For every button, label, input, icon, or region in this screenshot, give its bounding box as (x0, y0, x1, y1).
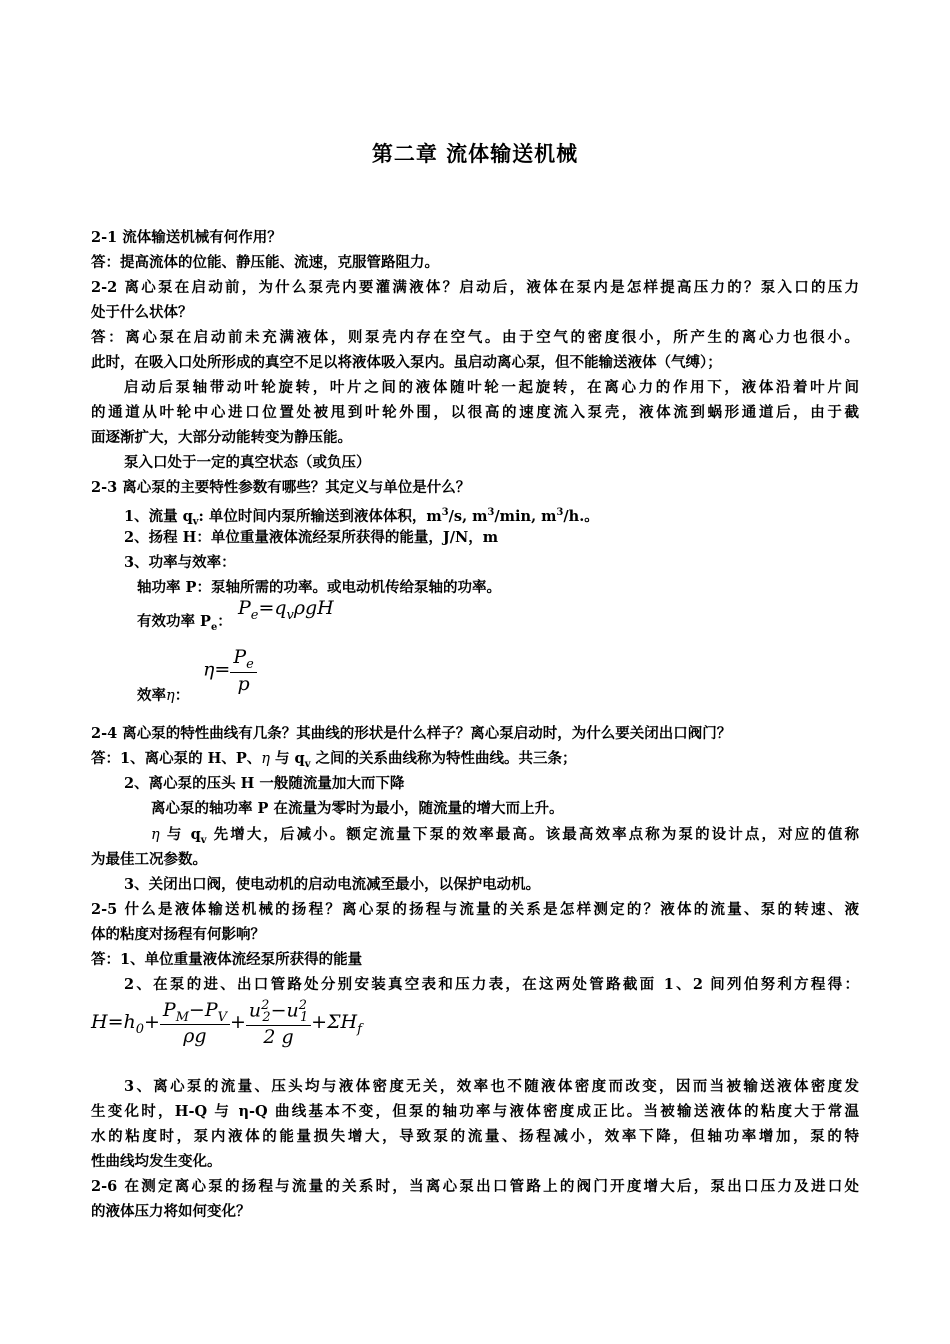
answer-2-2-para2-line3: 面逐渐扩大，大部分动能转变为静压能。 (91, 429, 352, 446)
question-2-5-line2: 体的粘度对扬程有何影响？ (91, 926, 265, 943)
effective-power-formula: $P_e=q_v\rho gH$ (238, 597, 334, 623)
answer-2-5-line2: 2、在泵的进、出口管路处分别安装真空表和压力表，在这两处管路截面 1、2 间列伯努利方程得： (124, 976, 859, 993)
answer-2-2-line2: 此时，在吸入口处所形成的真空不足以将液体吸入泵内。虽启动离心泵，但不能输送液体（气缚）； (91, 354, 722, 371)
answer-2-2-para2-line2: 的通道从叶轮中心进口位置处被甩到叶轮外围，以很高的速度流入泵壳，液体流到蜗形通道后，由于截 (91, 404, 859, 421)
chapter-title: 第二章 流体输送机械 (371, 141, 579, 166)
answer-2-2-para3: 泵入口处于一定的真空状态（或负压） (124, 454, 371, 471)
bernoulli-formula: $H=h_0+$ $\frac{P_M-P_V}{\rho g}$ + $\frac{u^2_2-u^2_1}{2 g}$ $+\Sigma H_f$ (91, 998, 362, 1049)
answer-2-1: 答：提高流体的位能、静压能、流速，克服管路阻力。 (91, 254, 439, 271)
item-head: 2、扬程 H：单位重量液体流经泵所获得的能量，J/N，m (124, 529, 499, 546)
answer-2-5-para3-line3: 水的粘度时，泵内液体的能量损失增大，导致泵的流量、扬程减小，效率下降，但轴功率增加，泵的特 (91, 1128, 859, 1145)
question-2-2-line1: 2-2 离心泵在启动前，为什么泵壳内要灌满液体？启动后，液体在泵内是怎样提高压力的？泵入口的压力 (91, 279, 859, 296)
answer-2-5-para3-line4: 性曲线均发生变化。 (91, 1153, 222, 1170)
shaft-power: 轴功率 P：泵轴所需的功率。或电动机传给泵轴的功率。 (137, 579, 501, 596)
effective-power-label: 有效功率 $P_e$： (137, 613, 232, 633)
answer-2-4-line4: η 与 $q_v$ 先增大，后减小。额定流量下泵的效率最高。该最高效率点称为泵的设计点，对应的值称 (151, 826, 859, 846)
answer-2-4-line3: 离心泵的轴功率 P 在流量为零时为最小，随流量的增大而上升。 (151, 800, 564, 817)
answer-2-4-line1: 答：1、离心泵的 H、P、η 与 $q_v$ 之间的关系曲线称为特性曲线。共三条； (91, 750, 577, 770)
item-flow-rate: 1、流量 $q_v$: 单位时间内泵所输送到液体体积，$m^3/s$, $m^3/\min$, $m^3/h$.。 (124, 507, 599, 528)
question-2-2-line2: 处于什么状体？ (91, 304, 193, 321)
question-2-4: 2-4 离心泵的特性曲线有几条？其曲线的形状是什么样子？离心泵启动时，为什么要关闭出口阀门？ (91, 725, 732, 742)
question-2-6-line1: 2-6 在测定离心泵的扬程与流量的关系时，当离心泵出口管路上的阀门开度增大后，泵出口压力及进口处 (91, 1178, 859, 1195)
answer-2-4-line2: 2、离心泵的压头 H 一般随流量加大而下降 (124, 775, 405, 792)
item-power-efficiency: 3、功率与效率： (124, 554, 236, 571)
answer-2-4-line6: 3、关闭出口阀，使电动机的启动电流减至最小，以保护电动机。 (124, 876, 541, 893)
question-2-5-line1: 2-5 什么是液体输送机械的扬程？离心泵的扬程与流量的关系是怎样测定的？液体的流量、泵的转速、液 (91, 901, 859, 918)
efficiency-formula: η= $\frac{P_e}{p}$ (203, 646, 257, 695)
question-2-1: 2-1 流体输送机械有何作用？ (91, 229, 282, 246)
answer-2-2-line1: 答：离心泵在启动前未充满液体，则泵壳内存在空气。由于空气的密度很小，所产生的离心力也很小。 (91, 329, 859, 346)
answer-2-4-line5: 为最佳工况参数。 (91, 851, 207, 868)
answer-2-2-para2-line1: 启动后泵轴带动叶轮旋转，叶片之间的液体随叶轮一起旋转，在离心力的作用下，液体沿着叶片间 (124, 379, 859, 396)
answer-2-5-line1: 答：1、单位重量液体流经泵所获得的能量 (91, 951, 363, 968)
question-2-6-line2: 的液体压力将如何变化？ (91, 1203, 251, 1220)
answer-2-5-para3-line1: 3、离心泵的流量、压头均与液体密度无关，效率也不随液体密度而改变，因而当被输送液体密度发 (124, 1078, 859, 1095)
efficiency-label: 效率η： (137, 687, 190, 704)
answer-2-5-para3-line2: 生变化时，H-Q 与 η-Q 曲线基本不变，但泵的轴功率与液体密度成正比。当被输送液体的粘度大于常温 (91, 1103, 859, 1120)
question-2-3: 2-3 离心泵的主要特性参数有哪些？其定义与单位是什么？ (91, 479, 471, 496)
